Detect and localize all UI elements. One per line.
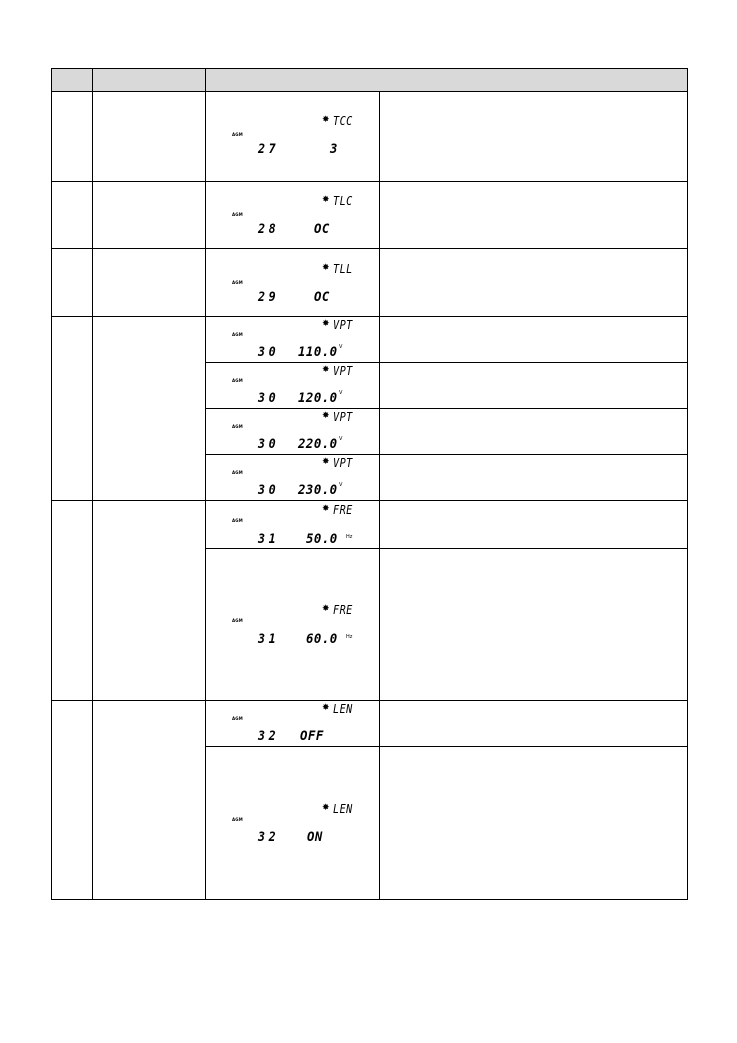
setting-unit: V <box>339 482 343 488</box>
lcd-display <box>206 410 378 454</box>
agm-label: AGM <box>232 332 243 337</box>
setting-code: VPT <box>333 456 353 470</box>
gear-icon: ✸ <box>322 803 330 813</box>
setting-value: OFF <box>300 729 324 744</box>
agm-label: AGM <box>232 518 243 523</box>
row-divider <box>51 316 688 317</box>
lcd-display <box>206 318 378 362</box>
setting-unit: V <box>339 344 343 350</box>
setting-code: LEN <box>333 802 353 816</box>
subrow-divider <box>205 362 688 363</box>
table-border-bottom <box>51 899 688 900</box>
setting-value: OC <box>314 222 330 237</box>
gear-icon: ✸ <box>322 504 330 514</box>
setting-number: 30 <box>258 437 280 452</box>
setting-number: 29 <box>258 290 280 305</box>
row-divider <box>51 181 688 182</box>
lcd-display <box>206 802 378 846</box>
setting-value: 50.0 <box>306 532 338 547</box>
lcd-display <box>206 364 378 408</box>
gear-icon: ✸ <box>322 115 330 125</box>
setting-code: FRE <box>333 603 353 617</box>
setting-value: 60.0 <box>306 632 338 647</box>
table-border-right <box>687 68 688 900</box>
lcd-display <box>206 502 378 546</box>
column-divider <box>379 91 380 900</box>
setting-number: 32 <box>258 729 280 744</box>
lcd-display <box>206 701 378 745</box>
agm-label: AGM <box>232 817 243 822</box>
setting-number: 30 <box>258 483 280 498</box>
setting-unit: V <box>339 390 343 396</box>
subrow-divider <box>205 548 688 549</box>
setting-code: VPT <box>333 318 353 332</box>
subrow-divider <box>205 454 688 455</box>
setting-code: TCC <box>333 114 353 128</box>
header-divider <box>51 91 688 92</box>
setting-value: 3 <box>330 142 338 157</box>
gear-icon: ✸ <box>322 195 330 205</box>
setting-number: 32 <box>258 830 280 845</box>
gear-icon: ✸ <box>322 319 330 329</box>
gear-icon: ✸ <box>322 411 330 421</box>
setting-unit: Hz <box>346 634 353 640</box>
setting-value: 220.0 <box>298 437 338 452</box>
setting-number: 30 <box>258 345 280 360</box>
gear-icon: ✸ <box>322 457 330 467</box>
row-divider <box>51 248 688 249</box>
setting-number: 31 <box>258 632 280 647</box>
agm-label: AGM <box>232 618 243 623</box>
setting-code: VPT <box>333 364 353 378</box>
setting-value: 120.0 <box>298 391 338 406</box>
subrow-divider <box>205 408 688 409</box>
setting-value: 230.0 <box>298 483 338 498</box>
setting-value: ON <box>307 830 323 845</box>
setting-code: TLL <box>333 262 353 276</box>
column-divider <box>92 68 93 900</box>
table-header-row <box>51 68 688 91</box>
setting-number: 30 <box>258 391 280 406</box>
setting-code: VPT <box>333 410 353 424</box>
gear-icon: ✸ <box>322 263 330 273</box>
gear-icon: ✸ <box>322 604 330 614</box>
gear-icon: ✸ <box>322 365 330 375</box>
setting-code: FRE <box>333 503 353 517</box>
setting-number: 28 <box>258 222 280 237</box>
setting-number: 31 <box>258 532 280 547</box>
agm-label: AGM <box>232 378 243 383</box>
lcd-display <box>206 112 378 156</box>
agm-label: AGM <box>232 132 243 137</box>
lcd-display <box>206 260 378 304</box>
agm-label: AGM <box>232 470 243 475</box>
setting-code: LEN <box>333 702 353 716</box>
lcd-display <box>206 603 378 647</box>
agm-label: AGM <box>232 716 243 721</box>
row-divider <box>51 500 688 501</box>
agm-label: AGM <box>232 280 243 285</box>
agm-label: AGM <box>232 212 243 217</box>
table-border-top <box>51 68 688 69</box>
setting-unit: Hz <box>346 534 353 540</box>
lcd-display <box>206 192 378 236</box>
setting-value: OC <box>314 290 330 305</box>
setting-code: TLC <box>333 194 353 208</box>
subrow-divider <box>205 746 688 747</box>
lcd-display <box>206 456 378 500</box>
table-border-left <box>51 68 52 900</box>
gear-icon: ✸ <box>322 703 330 713</box>
agm-label: AGM <box>232 424 243 429</box>
setting-unit: V <box>339 436 343 442</box>
setting-value: 110.0 <box>298 345 338 360</box>
setting-number: 27 <box>258 142 280 157</box>
